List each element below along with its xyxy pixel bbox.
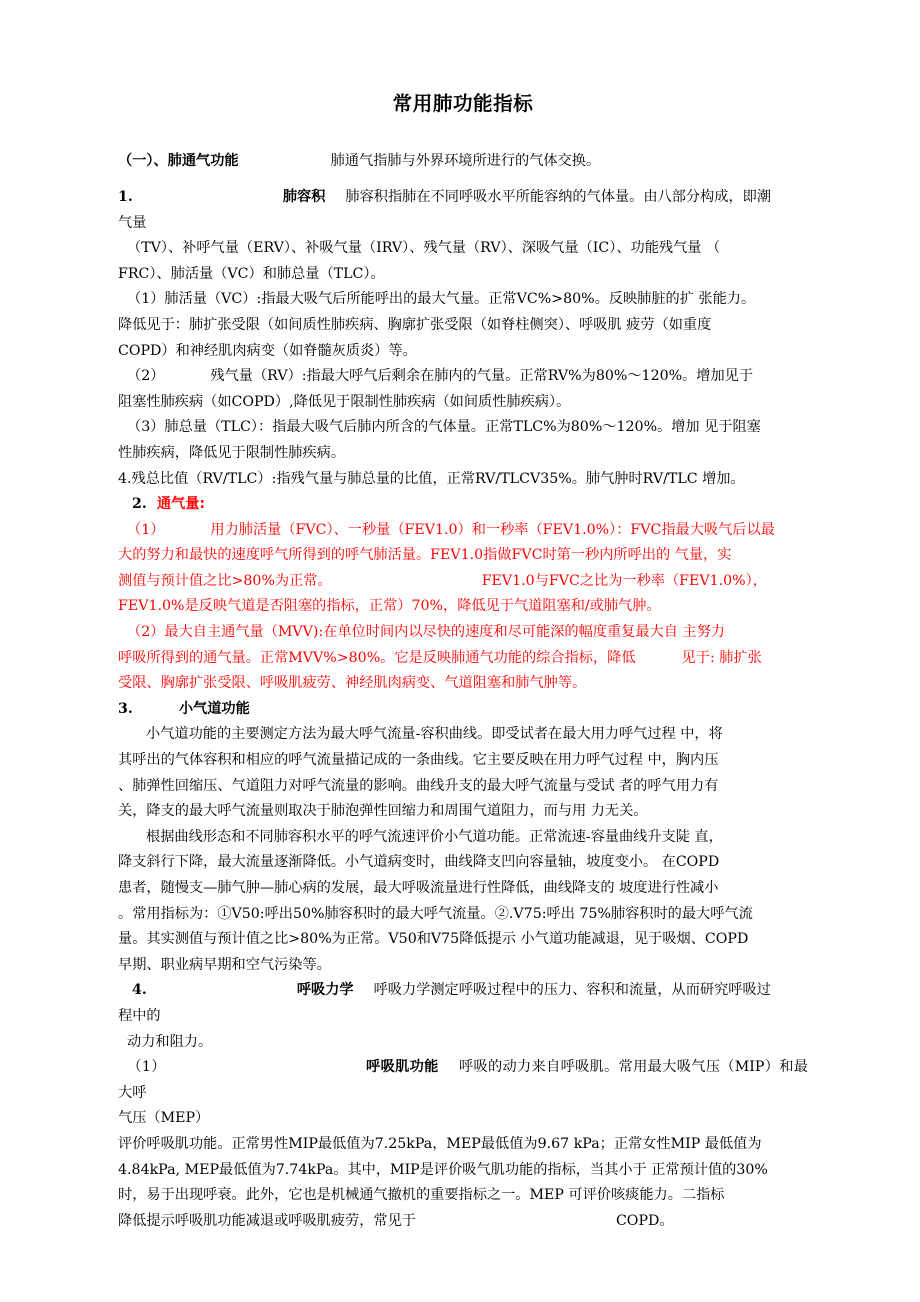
item2-sub2 [118, 620, 808, 646]
item4-line3-text: 动力和阻力。 [127, 1033, 213, 1050]
item1-sub4: 4.残总比值（RV/TLC）:指残气量与肺总量的比值，正常RV/TLCV35%。肺气肿时RV/TLC 增加。 [118, 470, 745, 487]
item3-p1-l1 [118, 722, 808, 748]
item1-sub3 [118, 415, 808, 441]
item1-line4: FRC）、肺活量（VC）和肺总量（TLC）。 [118, 265, 385, 282]
item1-sub2-number: （2） [127, 368, 165, 385]
item2-sub2-text: （2）最大自主通气量（MVV):在单位时间内以尽快的速度和尽可能深的幅度重复最大自 主努力 [127, 624, 725, 641]
item2-sub1 [118, 518, 808, 544]
page-title: 常用肺功能指标 [392, 92, 534, 115]
item2-sub1-l4: FEV1.0%是反映气道是否阻塞的指标，正常）70%，降低见于气道阻塞和/或肺气肿。 [118, 598, 661, 615]
item3-p1-l3: 、肺弹性回缩压、气道阻力对呼气流量的影响。曲线升支的最大呼气流量与受试 者的呼气用力有 [118, 777, 719, 794]
item4-line1: 呼吸力学测定呼吸过程中的压力、容积和流量，从而研究呼吸过 [373, 982, 771, 999]
item2-sub1-l2: 大的努力和最快的速度呼气所得到的呼气肺活量。FEV1.0指做FVC时第一秒内所呼出的 气量，实 [118, 547, 732, 564]
item2-sub1-l3a: 测值与预计值之比>80%为正常。 [118, 572, 332, 589]
item4-sub1-l5: 时，易于出现呼衰。此外，它也是机械通气撤机的重要指标之一。MEP 可评价咳痰能力。二指标 [118, 1187, 725, 1204]
item3-p2-l6: 早期、职业病早期和空气污染等。 [118, 956, 331, 973]
item4-heading-line [118, 978, 808, 1004]
item1-sub1 [118, 287, 808, 313]
item1-sub3-text: （3）肺总量（TLC）：指最大吸气后肺内所含的气体量。正常TLC%为80%〜120%。增加 见于阻塞 [127, 419, 761, 436]
item2-sub2-l3: 受限、胸廓扩张受限、呼吸肌疲劳、神经肌肉病变、气道阻塞和肺气肿等。 [118, 675, 587, 692]
item2-heading-line [118, 492, 808, 518]
item4-sub1-l6 [118, 1209, 808, 1235]
item4-sub1-l6b: COPD。 [615, 1212, 674, 1229]
item3-p1-l2: 其呼出的气体容积和相应的呼气流量描记成的一条曲线。它主要反映在用力呼气过程 中，胸内压 [118, 752, 719, 769]
item4-sub1-number: （1） [127, 1059, 166, 1076]
item2-sub2-l2a: 呼吸所得到的通气量。正常MVV%>80%。它是反映肺通气功能的综合指标，降低 [118, 649, 636, 666]
item3-p2-l3: 患者，随慢支—肺气肿—肺心病的发展，最大呼吸流量进行性降低，曲线降支的 坡度进行性减小 [118, 880, 719, 897]
item3-p2-l1 [118, 825, 808, 851]
item2-sub1-text: 用力肺活量（FVC）、一秒量（FEV1.0）和一秒率（FEV1.0%）：FVC指最大吸气后以最 [210, 521, 775, 538]
item4-line3 [118, 1030, 808, 1056]
item4-line2: 程中的 [118, 1007, 161, 1024]
item4-title: 呼吸力学 [296, 982, 354, 999]
item4-number: 4. [132, 982, 147, 999]
item2-number: 2. [132, 496, 147, 513]
part-one-heading: （一）、肺通气功能 [118, 153, 239, 170]
item1-sub3-cont: 性肺疾病，降低见于限制性肺疾病。 [118, 444, 346, 461]
item4-sub1-title: 呼吸肌功能 [365, 1059, 439, 1076]
item3-p2-l4: 。常用指标为：①V50:呼出50%肺容积时的最大呼气流量。②.V75:呼出 75%肺容积时的最大呼气流 [118, 905, 753, 922]
item1-sub1-text: （1）肺活量（VC）:指最大吸气后所能呼出的最大气量。正常VC%>80%。反映肺脏的扩 张能力。 [127, 291, 756, 308]
item1-sub2 [118, 364, 808, 390]
document-body [118, 92, 808, 1234]
item1-sub2-cont: 阻塞性肺疾病（如COPD）,降低见于限制性肺疾病（如间质性肺疾病）。 [118, 393, 571, 410]
item1-line3 [118, 236, 808, 262]
item2-sub1-l3b: FEV1.0与FVC之比为一秒率（FEV1.0%）， [481, 572, 767, 589]
item3-p1-l4: 关，降支的最大呼气流量则取决于肺泡弹性回缩力和周围气道阻力，而与用 力无关。 [118, 803, 648, 820]
item4-sub1-l4: 4.84kPa, MEP最低值为7.74kPa。其中，MIP是评价吸气肌功能的指标，当其小于 正常预计值的30% [118, 1161, 768, 1178]
item2-sub2-l2b: 见于: 肺扩张 [681, 649, 762, 666]
item1-sub2-text: 残气量（RV）:指最大呼气后剩余在肺内的气量。正常RV%为80%〜120%。增加见于 [210, 368, 754, 385]
item1-sub1-cont2: COPD）和神经肌肉病变（如脊髓灰质炎）等。 [118, 342, 417, 359]
item3-p2-l5: 量。其实测值与预计值之比>80%为正常。V50和V75降低提示 小气道功能减退，见于吸烟、COPD [118, 931, 749, 948]
item3-heading-line [118, 697, 808, 723]
item2-sub1-l3 [118, 569, 808, 595]
item2-sub2-l2 [118, 646, 808, 672]
item1-line3-text: （TV）、补呼气量（ERV）、补吸气量（IRV）、残气量（RV）、深吸气量（IC）、功能残气量 （ [127, 240, 721, 257]
item1-line2: 气量 [118, 214, 147, 231]
item1-sub1-cont: 降低见于：肺扩张受限（如间质性肺疾病、胸廓扩张受限（如脊柱侧突）、呼吸肌 疲劳（如重度 [118, 316, 712, 333]
item4-sub1-l3: 评价呼吸肌功能。正常男性MIP最低值为7.25kPa，MEP最低值为9.67 kPa；正常女性MIP 最低值为 [118, 1135, 762, 1152]
item4-sub1-heading [118, 1055, 808, 1106]
item2-sub1-number: （1） [127, 521, 165, 538]
item1-number: 1. [118, 188, 133, 205]
item1-title: 肺容积 [282, 188, 326, 205]
item3-number: 3. [118, 700, 133, 717]
part-one-description: 肺通气指肺与外界环境所进行的气体交换。 [330, 153, 601, 170]
item4-sub1-l2: 气压（MEP） [118, 1110, 210, 1127]
item3-title: 小气道功能 [178, 700, 250, 717]
item2-title: 通气量: [156, 496, 206, 513]
section-heading-part-one [118, 149, 808, 175]
item4-sub1-l6a: 降低提示呼吸肌功能减退或呼吸肌疲劳，常见于 [118, 1212, 416, 1229]
item3-p2-l2: 降支斜行下降，最大流量逐渐降低。小气道病变时，曲线降支凹向容量轴，坡度变小。 在COPD [118, 854, 720, 871]
item1-line1: 肺容积指肺在不同呼吸水平所能容纳的气体量。由八部分构成，即潮 [345, 188, 772, 205]
item3-p2-l1-text: 根据曲线形态和不同肺容积水平的呼气流速评价小气道功能。正常流速-容量曲线升支陡 直， [146, 828, 723, 845]
item3-p1-l1-text: 小气道功能的主要测定方法为最大呼气流量-容积曲线。即受试者在最大用力呼气过程 中，将 [146, 726, 723, 743]
item4-sub1-l1: 呼吸的动力来自呼吸肌。常用最大吸气压（MIP）和最大呼 [118, 1059, 808, 1101]
item1-heading-line [118, 185, 808, 211]
